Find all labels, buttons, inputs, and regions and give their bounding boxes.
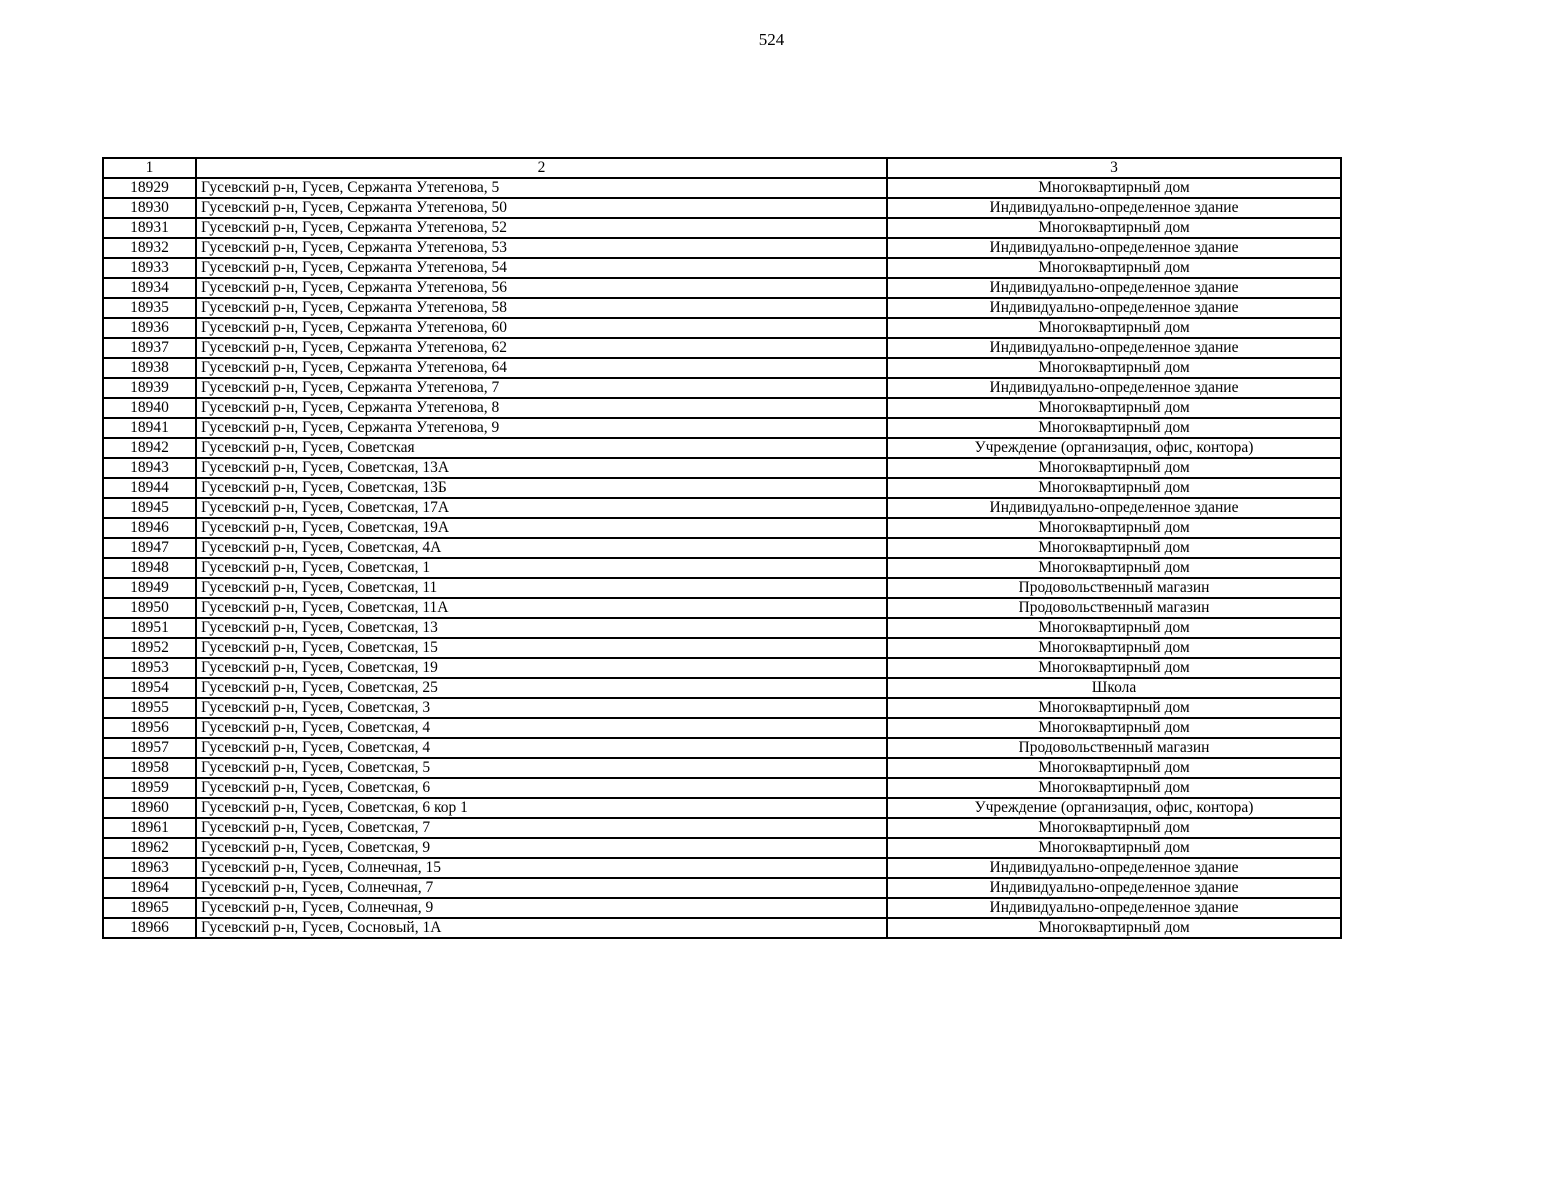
cell-number: 18929 — [103, 178, 196, 198]
cell-building-type: Многоквартирный дом — [887, 758, 1341, 778]
cell-building-type: Учреждение (организация, офис, контора) — [887, 438, 1341, 458]
cell-address: Гусевский р-н, Гусев, Сержанта Утегенова, 56 — [196, 278, 887, 298]
table-row — [103, 598, 1341, 618]
table-row — [103, 478, 1341, 498]
table-row — [103, 858, 1341, 878]
cell-building-type: Индивидуально-определенное здание — [887, 898, 1341, 918]
table-row — [103, 258, 1341, 278]
table-row — [103, 678, 1341, 698]
table-row — [103, 378, 1341, 398]
cell-address: Гусевский р-н, Гусев, Советская, 13А — [196, 458, 887, 478]
cell-building-type: Индивидуально-определенное здание — [887, 278, 1341, 298]
cell-building-type: Многоквартирный дом — [887, 638, 1341, 658]
cell-number: 18950 — [103, 598, 196, 618]
cell-building-type: Многоквартирный дом — [887, 538, 1341, 558]
cell-address: Гусевский р-н, Гусев, Сержанта Утегенова, 62 — [196, 338, 887, 358]
cell-building-type: Многоквартирный дом — [887, 478, 1341, 498]
cell-number: 18961 — [103, 818, 196, 838]
cell-number: 18959 — [103, 778, 196, 798]
cell-number: 18952 — [103, 638, 196, 658]
cell-building-type: Многоквартирный дом — [887, 558, 1341, 578]
table-row — [103, 898, 1341, 918]
table-row — [103, 538, 1341, 558]
cell-address: Гусевский р-н, Гусев, Советская, 9 — [196, 838, 887, 858]
cell-building-type: Индивидуально-определенное здание — [887, 238, 1341, 258]
cell-address: Гусевский р-н, Гусев, Советская, 1 — [196, 558, 887, 578]
cell-building-type: Многоквартирный дом — [887, 398, 1341, 418]
cell-address: Гусевский р-н, Гусев, Советская, 17А — [196, 498, 887, 518]
table-row — [103, 798, 1341, 818]
table-row — [103, 698, 1341, 718]
cell-address: Гусевский р-н, Гусев, Советская, 19 — [196, 658, 887, 678]
table-row — [103, 338, 1341, 358]
cell-address: Гусевский р-н, Гусев, Сержанта Утегенова, 58 — [196, 298, 887, 318]
table-row — [103, 438, 1341, 458]
cell-address: Гусевский р-н, Гусев, Советская, 6 кор 1 — [196, 798, 887, 818]
cell-building-type: Многоквартирный дом — [887, 318, 1341, 338]
table-row — [103, 818, 1341, 838]
cell-number: 18964 — [103, 878, 196, 898]
cell-building-type: Индивидуально-определенное здание — [887, 498, 1341, 518]
cell-number: 18933 — [103, 258, 196, 278]
cell-building-type: Многоквартирный дом — [887, 698, 1341, 718]
cell-address: Гусевский р-н, Гусев, Советская, 13Б — [196, 478, 887, 498]
table-row — [103, 418, 1341, 438]
cell-building-type: Учреждение (организация, офис, контора) — [887, 798, 1341, 818]
cell-building-type: Многоквартирный дом — [887, 178, 1341, 198]
cell-number: 18960 — [103, 798, 196, 818]
cell-number: 18949 — [103, 578, 196, 598]
cell-address: Гусевский р-н, Гусев, Сержанта Утегенова, 64 — [196, 358, 887, 378]
table-row — [103, 278, 1341, 298]
cell-number: 18931 — [103, 218, 196, 238]
cell-address: Гусевский р-н, Гусев, Сосновый, 1А — [196, 918, 887, 938]
cell-number: 18939 — [103, 378, 196, 398]
cell-number: 18948 — [103, 558, 196, 578]
cell-address: Гусевский р-н, Гусев, Советская, 3 — [196, 698, 887, 718]
cell-address: Гусевский р-н, Гусев, Сержанта Утегенова, 60 — [196, 318, 887, 338]
cell-address: Гусевский р-н, Гусев, Советская, 13 — [196, 618, 887, 638]
cell-number: 18956 — [103, 718, 196, 738]
table-row — [103, 498, 1341, 518]
table-row — [103, 238, 1341, 258]
cell-building-type: Многоквартирный дом — [887, 718, 1341, 738]
cell-number: 18966 — [103, 918, 196, 938]
table-row — [103, 398, 1341, 418]
cell-building-type: Индивидуально-определенное здание — [887, 878, 1341, 898]
table-header-row — [103, 158, 1341, 178]
cell-address: Гусевский р-н, Гусев, Сержанта Утегенова, 52 — [196, 218, 887, 238]
cell-building-type: Многоквартирный дом — [887, 818, 1341, 838]
cell-building-type: Индивидуально-определенное здание — [887, 378, 1341, 398]
cell-number: 18932 — [103, 238, 196, 258]
table-row — [103, 758, 1341, 778]
cell-number: 18934 — [103, 278, 196, 298]
cell-number: 18958 — [103, 758, 196, 778]
cell-number: 18938 — [103, 358, 196, 378]
registry-table — [102, 157, 1342, 939]
cell-number: 18963 — [103, 858, 196, 878]
cell-number: 18954 — [103, 678, 196, 698]
cell-address: Гусевский р-н, Гусев, Солнечная, 15 — [196, 858, 887, 878]
table-row — [103, 198, 1341, 218]
cell-building-type: Индивидуально-определенное здание — [887, 858, 1341, 878]
cell-number: 18955 — [103, 698, 196, 718]
cell-building-type: Многоквартирный дом — [887, 918, 1341, 938]
table-row — [103, 558, 1341, 578]
cell-number: 18962 — [103, 838, 196, 858]
cell-building-type: Продовольственный магазин — [887, 598, 1341, 618]
cell-address: Гусевский р-н, Гусев, Сержанта Утегенова, 5 — [196, 178, 887, 198]
cell-address: Гусевский р-н, Гусев, Солнечная, 7 — [196, 878, 887, 898]
cell-building-type: Многоквартирный дом — [887, 358, 1341, 378]
page-number: 524 — [758, 30, 785, 49]
cell-number: 18944 — [103, 478, 196, 498]
cell-building-type: Многоквартирный дом — [887, 838, 1341, 858]
cell-number: 18951 — [103, 618, 196, 638]
cell-building-type: Многоквартирный дом — [887, 458, 1341, 478]
table-row — [103, 838, 1341, 858]
cell-building-type: Многоквартирный дом — [887, 518, 1341, 538]
cell-number: 18965 — [103, 898, 196, 918]
table-row — [103, 878, 1341, 898]
cell-number: 18935 — [103, 298, 196, 318]
cell-number: 18930 — [103, 198, 196, 218]
column-header-address: 2 — [196, 158, 887, 178]
table-row — [103, 738, 1341, 758]
cell-address: Гусевский р-н, Гусев, Советская, 19А — [196, 518, 887, 538]
cell-building-type: Многоквартирный дом — [887, 258, 1341, 278]
cell-building-type: Многоквартирный дом — [887, 618, 1341, 638]
cell-address: Гусевский р-н, Гусев, Советская, 5 — [196, 758, 887, 778]
cell-number: 18942 — [103, 438, 196, 458]
cell-building-type: Продовольственный магазин — [887, 738, 1341, 758]
cell-address: Гусевский р-н, Гусев, Советская, 6 — [196, 778, 887, 798]
column-header-number: 1 — [103, 158, 196, 178]
cell-number: 18957 — [103, 738, 196, 758]
table-row — [103, 178, 1341, 198]
cell-number: 18946 — [103, 518, 196, 538]
table-row — [103, 918, 1341, 938]
cell-address: Гусевский р-н, Гусев, Советская, 7 — [196, 818, 887, 838]
cell-building-type: Продовольственный магазин — [887, 578, 1341, 598]
cell-building-type: Школа — [887, 678, 1341, 698]
table-row — [103, 578, 1341, 598]
cell-building-type: Многоквартирный дом — [887, 218, 1341, 238]
cell-address: Гусевский р-н, Гусев, Советская — [196, 438, 887, 458]
cell-number: 18953 — [103, 658, 196, 678]
cell-address: Гусевский р-н, Гусев, Советская, 4 — [196, 738, 887, 758]
cell-address: Гусевский р-н, Гусев, Советская, 11 — [196, 578, 887, 598]
cell-number: 18947 — [103, 538, 196, 558]
cell-building-type: Многоквартирный дом — [887, 658, 1341, 678]
table-body — [103, 178, 1341, 938]
cell-address: Гусевский р-н, Гусев, Советская, 15 — [196, 638, 887, 658]
cell-address: Гусевский р-н, Гусев, Сержанта Утегенова, 7 — [196, 378, 887, 398]
table-row — [103, 718, 1341, 738]
cell-number: 18940 — [103, 398, 196, 418]
cell-number: 18941 — [103, 418, 196, 438]
table-row — [103, 458, 1341, 478]
table-row — [103, 318, 1341, 338]
table-row — [103, 358, 1341, 378]
cell-address: Гусевский р-н, Гусев, Сержанта Утегенова, 9 — [196, 418, 887, 438]
cell-number: 18945 — [103, 498, 196, 518]
table-row — [103, 638, 1341, 658]
table-row — [103, 518, 1341, 538]
cell-address: Гусевский р-н, Гусев, Солнечная, 9 — [196, 898, 887, 918]
cell-address: Гусевский р-н, Гусев, Советская, 25 — [196, 678, 887, 698]
cell-address: Гусевский р-н, Гусев, Сержанта Утегенова, 53 — [196, 238, 887, 258]
table-row — [103, 658, 1341, 678]
cell-address: Гусевский р-н, Гусев, Сержанта Утегенова, 50 — [196, 198, 887, 218]
cell-address: Гусевский р-н, Гусев, Сержанта Утегенова, 8 — [196, 398, 887, 418]
cell-building-type: Многоквартирный дом — [887, 418, 1341, 438]
table-row — [103, 298, 1341, 318]
cell-number: 18936 — [103, 318, 196, 338]
table-row — [103, 618, 1341, 638]
cell-address: Гусевский р-н, Гусев, Советская, 4А — [196, 538, 887, 558]
cell-building-type: Индивидуально-определенное здание — [887, 298, 1341, 318]
table-row — [103, 218, 1341, 238]
cell-address: Гусевский р-н, Гусев, Сержанта Утегенова, 54 — [196, 258, 887, 278]
cell-address: Гусевский р-н, Гусев, Советская, 4 — [196, 718, 887, 738]
cell-building-type: Индивидуально-определенное здание — [887, 338, 1341, 358]
column-header-type: 3 — [887, 158, 1341, 178]
cell-building-type: Индивидуально-определенное здание — [887, 198, 1341, 218]
table-row — [103, 778, 1341, 798]
cell-address: Гусевский р-н, Гусев, Советская, 11А — [196, 598, 887, 618]
cell-number: 18937 — [103, 338, 196, 358]
cell-number: 18943 — [103, 458, 196, 478]
cell-building-type: Многоквартирный дом — [887, 778, 1341, 798]
